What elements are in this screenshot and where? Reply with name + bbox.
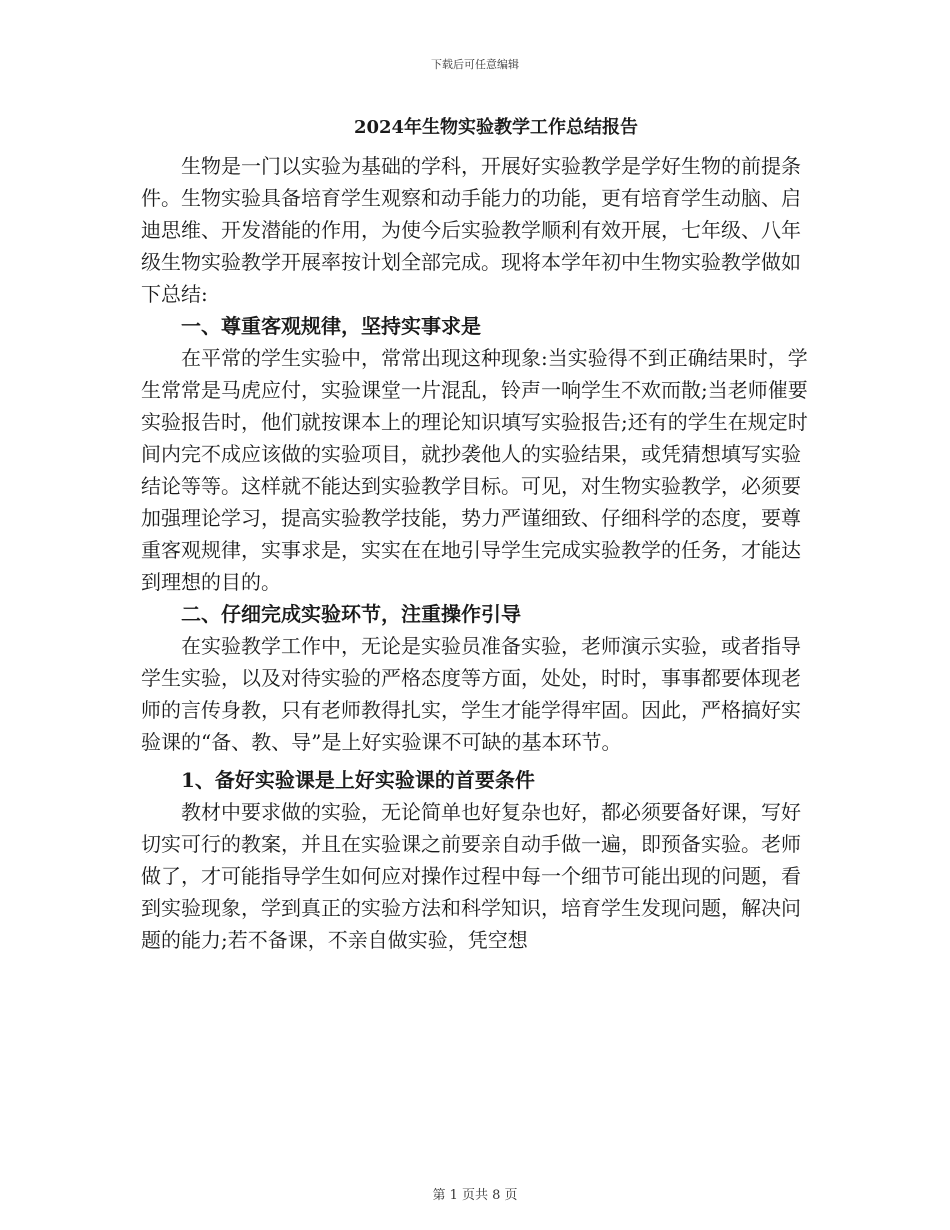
intro-paragraph: 生物是一门以实验为基础的学科，开展好实验教学是学好生物的前提条件。生物实验具备培育学生观察和动手能力的功能，更有培育学生动脑、启迪思维、开发潜能的作用，为使今后实验教学顺利有效开展，七年级、八年级生物实验教学开展率按计划全部完成。现将本学年初中生物实验教学做如下总结:: [141, 154, 801, 306]
section-heading-3: 1、备好实验课是上好实验课的首要条件: [181, 768, 535, 792]
section-paragraph-3: 教材中要求做的实验，无论简单也好复杂也好，都必须要备好课，写好切实可行的教案，并且在实验课之前要亲自动手做一遍，即预备实验。老师做了，才可能指导学生如何应对操作过程中每一个细节可能出现的问题，看到实验现象，学到真正的实验方法和科学知识，培育学生发现问题，解决问题的能力;若不备课，不亲自做实验，凭空想: [141, 800, 801, 952]
document-title: 2024年生物实验教学工作总结报告: [353, 117, 639, 138]
section-paragraph-2: 在实验教学工作中，无论是实验员准备实验，老师演示实验，或者指导学生实验，以及对待实验的严格态度等方面，处处，时时，事事都要体现老师的言传身教，只有老师教得扎实，学生才能学得牢固。因此，严格搞好实验课的“备、教、导”是上好实验课不可缺的基本环节。: [141, 634, 801, 754]
document-body: [141, 112, 811, 956]
section-heading-2: 二、仔细完成实验环节，注重操作引导: [181, 602, 521, 626]
page-footer-number: 第 1 页共 8 页: [432, 1188, 518, 1203]
section-heading-1: 一、尊重客观规律，坚持实事求是: [181, 314, 481, 338]
page-header-note: 下载后可任意编辑: [431, 58, 519, 71]
section-paragraph-1: 在平常的学生实验中，常常出现这种现象:当实验得不到正确结果时，学生常常是马虎应付，实验课堂一片混乱，铃声一响学生不欢而散;当老师催要实验报告时，他们就按课本上的理论知识填写实验报告;还有的学生在规定时间内完不成应该做的实验项目，就抄袭他人的实验结果，或凭猜想填写实验结论等等。这样就不能达到实验教学目标。可见，对生物实验教学，必须要加强理论学习，提高实验教学技能，势力严谨细致、仔细科学的态度，要尊重客观规律，实事求是，实实在在地引导学生完成实验教学的任务，才能达到理想的目的。: [141, 346, 808, 594]
